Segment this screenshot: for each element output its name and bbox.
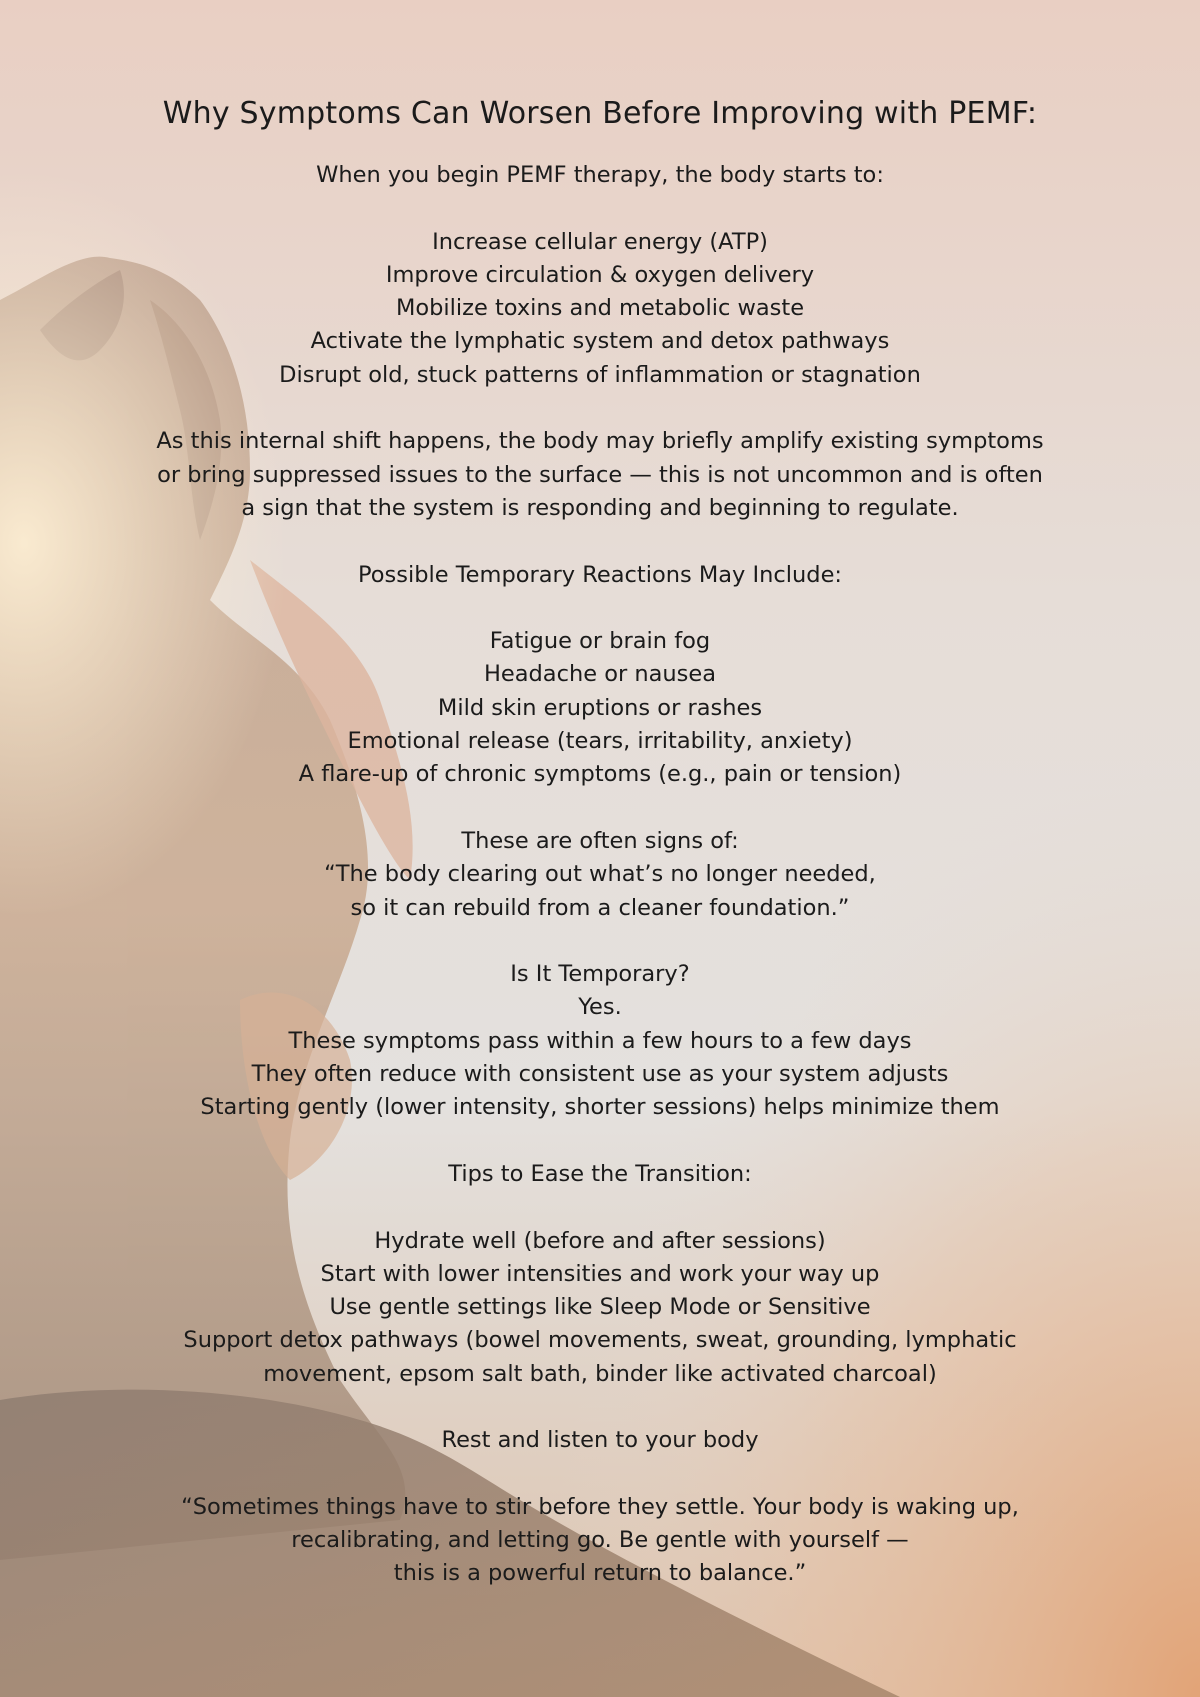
signs-quote-line: “The body clearing out what’s no longer needed,: [324, 861, 876, 888]
body-starts-item: Improve circulation & oxygen delivery: [385, 261, 815, 288]
reaction-item: Fatigue or brain fog: [489, 628, 711, 655]
signs-heading: These are often signs of:: [461, 827, 739, 854]
closing-quote-line: “Sometimes things have to stir before they settle. Your body is waking up,: [181, 1493, 1019, 1520]
tip-item: movement, epsom salt bath, binder like activated charcoal): [263, 1360, 937, 1387]
reactions-heading: Possible Temporary Reactions May Include:: [358, 561, 842, 588]
closing-quote-line: this is a powerful return to balance.”: [393, 1560, 807, 1587]
tip-item: Start with lower intensities and work your way up: [320, 1260, 880, 1287]
reaction-item: Emotional release (tears, irritability, anxiety): [347, 728, 853, 755]
reaction-item: Headache or nausea: [483, 661, 717, 688]
intro-section: [100, 159, 1100, 1591]
body-starts-item: Disrupt old, stuck patterns of inflammation or stagnation: [279, 361, 921, 388]
temporary-heading: Is It Temporary?: [510, 961, 690, 988]
body-starts-item: Increase cellular energy (ATP): [432, 228, 768, 255]
tips-heading: Tips to Ease the Transition:: [448, 1160, 752, 1187]
rest-line: Rest and listen to your body: [441, 1427, 759, 1454]
reaction-item: Mild skin eruptions or rashes: [437, 694, 763, 721]
tip-item: Hydrate well (before and after sessions): [374, 1227, 826, 1254]
shift-paragraph-line: a sign that the system is responding and beginning to regulate.: [241, 494, 959, 521]
body-starts-item: Mobilize toxins and metabolic waste: [395, 295, 805, 322]
body-starts-item: Activate the lymphatic system and detox pathways: [310, 328, 890, 355]
reaction-item: A flare-up of chronic symptoms (e.g., pain or tension): [298, 761, 902, 788]
tip-item: Support detox pathways (bowel movements, sweat, grounding, lymphatic: [183, 1327, 1017, 1354]
page-title: Why Symptoms Can Worsen Before Improving with PEMF:: [162, 96, 1038, 131]
shift-paragraph-line: As this internal shift happens, the body may briefly amplify existing symptoms: [156, 428, 1044, 455]
closing-quote-line: recalibrating, and letting go. Be gentle with yourself —: [291, 1527, 909, 1554]
temporary-point: Starting gently (lower intensity, shorter sessions) helps minimize them: [200, 1094, 1000, 1121]
intro-line: When you begin PEMF therapy, the body starts to:: [316, 162, 884, 188]
tip-item: Use gentle settings like Sleep Mode or Sensitive: [329, 1294, 871, 1321]
shift-paragraph-line: or bring suppressed issues to the surface — this is not uncommon and is often: [157, 461, 1043, 488]
signs-quote-line: so it can rebuild from a cleaner foundation.”: [350, 894, 850, 921]
temporary-point: They often reduce with consistent use as your system adjusts: [251, 1061, 949, 1088]
temporary-point: These symptoms pass within a few hours to a few days: [288, 1027, 912, 1054]
temporary-answer: Yes.: [578, 994, 622, 1021]
